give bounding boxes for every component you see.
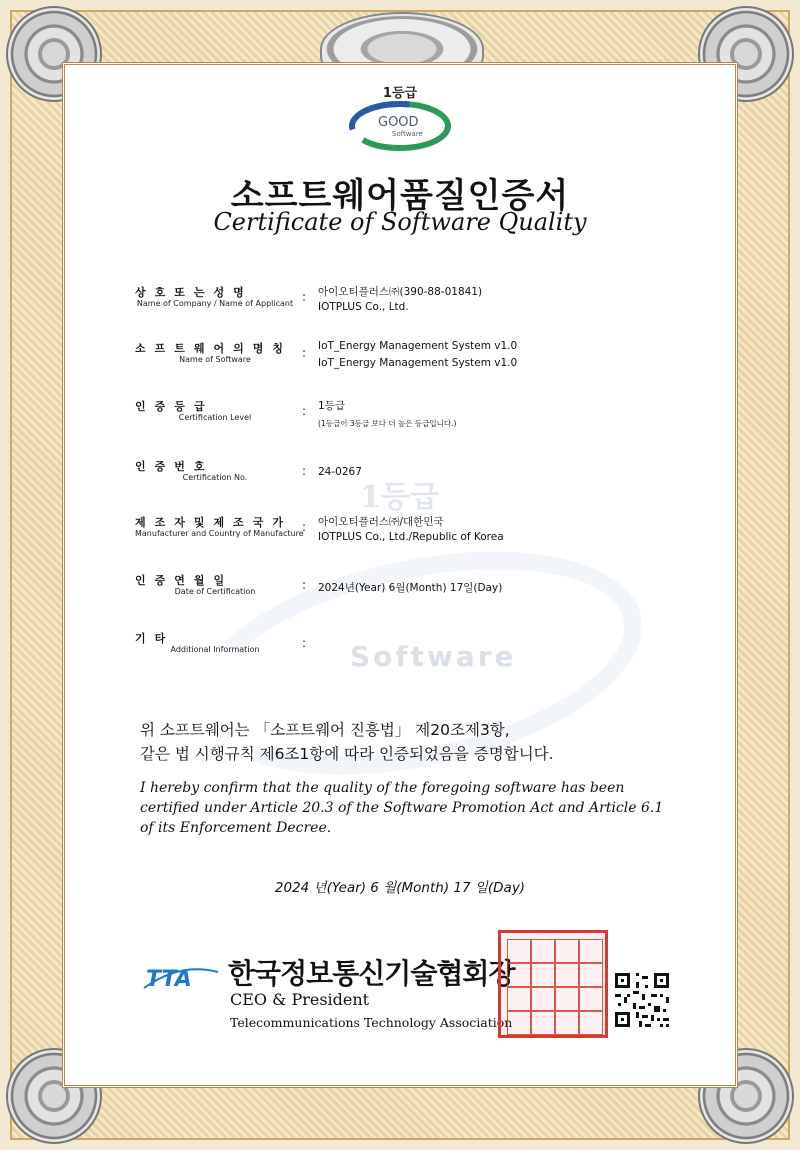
field-value-note: (1등급이 3등급 보다 더 높은 등급입니다.)	[318, 419, 457, 428]
logo-grade-label: 1등급	[382, 86, 418, 101]
field-value: IOTPLUS Co., Ltd.	[318, 301, 409, 313]
field-label: 인증연월일	[135, 574, 234, 587]
watermark-software: Software	[350, 640, 517, 673]
title-english: Certificate of Software Quality	[213, 208, 587, 236]
good-software-logo	[348, 100, 452, 152]
tta-logo	[140, 958, 222, 994]
qr-code	[612, 970, 672, 1030]
field-label-en: Certification Level	[178, 413, 252, 422]
issuer-name-english: Telecommunications Technology Association	[230, 1015, 513, 1030]
official-seal	[498, 930, 608, 1038]
field-value: 24-0267	[318, 466, 362, 478]
field-label-en: Manufacturer and Country of Manufacture	[135, 529, 304, 538]
issuer-title: CEO & President	[230, 990, 370, 1009]
logo-text: GOOD	[378, 115, 419, 130]
statement-korean-line1: 위 소프트웨어는 「소프트웨어 진흥법」 제20조제3항,	[140, 721, 510, 739]
field-value: IOTPLUS Co., Ltd./Republic of Korea	[318, 531, 504, 543]
field-value: 2024년(Year) 6월(Month) 17일(Day)	[318, 582, 503, 594]
field-label: 인증번호	[135, 460, 214, 473]
title-korean: 소프트웨어품질인증서	[230, 176, 570, 216]
tta-logo-text: TTA	[146, 967, 192, 992]
field-label: 상호또는성명	[135, 286, 253, 299]
field-value: 아이오티플러스㈜/대한민국	[318, 516, 444, 528]
field-value: 1등급	[318, 400, 345, 412]
field-label-en: Name of Company / Name of Applicant	[136, 299, 294, 308]
field-label-en: Name of Software	[179, 355, 251, 364]
field-label-en: Certification No.	[182, 473, 248, 482]
field-label-en: Date of Certification	[174, 587, 256, 596]
field-value: IoT_Energy Management System v1.0	[318, 340, 518, 352]
watermark-grade: 1등급	[360, 480, 439, 515]
field-value: 아이오티플러스㈜(390-88-01841)	[318, 286, 483, 298]
field-value: IoT_Energy Management System v1.0	[318, 357, 518, 369]
field-label: 기타	[135, 632, 175, 645]
logo-subtext: Software	[392, 130, 423, 138]
field-label: 인증등급	[135, 400, 214, 413]
statement-korean-line2: 같은 법 시행규칙 제6조1항에 따라 인증되었음을 증명합니다.	[140, 745, 554, 763]
field-label-en: Additional Information	[170, 645, 260, 654]
field-label: 제조자및제조국가	[135, 516, 293, 529]
statement-english: I hereby confirm that the quality of the foregoing software has been certified under Article 20.3 of the Software Promotion Act and Article 6.1 of its Enforcement Decree.	[140, 780, 664, 836]
field-label: 소프트웨어의명칭	[135, 342, 293, 355]
issue-date: 2024 년(Year) 6 월(Month) 17 일(Day)	[274, 880, 526, 896]
issuer-name-korean: 한국정보통신기술협회장	[228, 957, 515, 990]
